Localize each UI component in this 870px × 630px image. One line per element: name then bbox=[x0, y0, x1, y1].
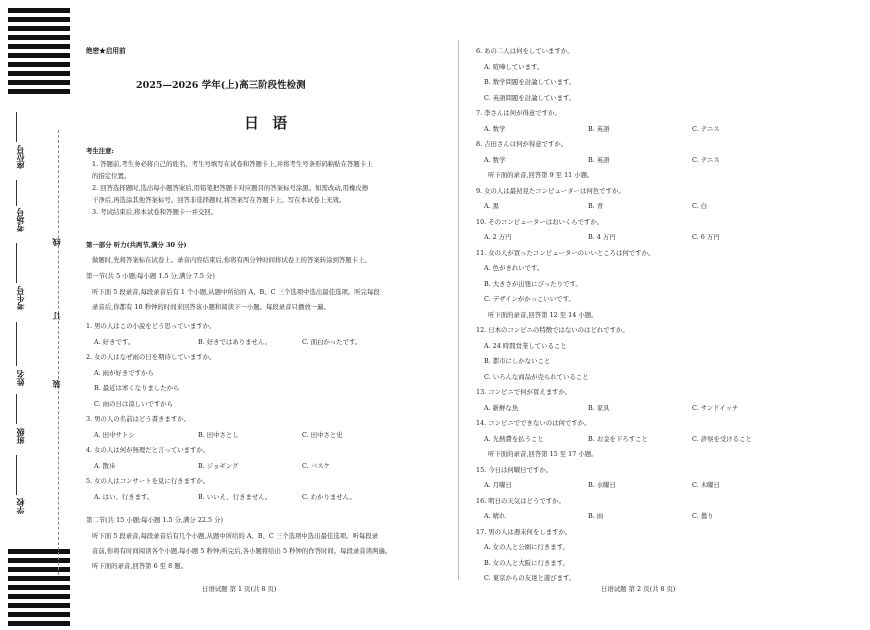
option-c: C. 6 万円 bbox=[692, 233, 720, 241]
bottom-stripes bbox=[8, 549, 70, 630]
part1-title: 第一部分 听力(共两节,满分 30 分) bbox=[86, 241, 187, 249]
option-a: A. はい、行きます。 bbox=[94, 492, 154, 501]
option-a: A. 数学 bbox=[484, 155, 506, 164]
option-b: B. 数学問題を討論しています。 bbox=[484, 78, 576, 86]
option-a: A. 女の人と公園に行きます。 bbox=[484, 543, 569, 551]
question-text: 3. 男の人の名前はどう書きますか。 bbox=[86, 415, 190, 423]
option-c: C. 曇り bbox=[692, 512, 714, 520]
question-text: 14. コンビニでできないのは何ですか。 bbox=[476, 419, 591, 427]
class-field: 班级 bbox=[15, 428, 25, 444]
note-line: 3. 考试结束后,将本试卷和答题卡一并交回。 bbox=[92, 208, 218, 216]
section-instruction: 听下面的录音,回答第 15 至 17 小题。 bbox=[488, 450, 598, 458]
option-c: C. テニス bbox=[692, 155, 720, 164]
section2-title: 第二节(共 15 小题;每小题 1.5 分,满分 22.5 分) bbox=[86, 516, 223, 524]
option-a: A. 新鮮な魚 bbox=[484, 403, 519, 412]
section1-title: 第一节(共 5 小题;每小题 1.5 分,满分 7.5 分) bbox=[86, 272, 215, 280]
seat-number-field: 座位号 bbox=[15, 145, 25, 169]
option-b: B. 水曜日 bbox=[588, 481, 616, 489]
option-c: C. いろんな商品が売られていること bbox=[484, 372, 589, 381]
question-text: 1. 男の人はこの小説をどう思っていますか。 bbox=[86, 322, 216, 330]
note-line: 2. 回答选择题时,选出每小题答案后,用铅笔把答题卡对应题目的答案标号涂黑。如需改动,用橡皮擦 bbox=[92, 184, 369, 192]
student-number-field: 考生号 bbox=[15, 286, 25, 310]
option-a: A. 晴れ bbox=[484, 512, 506, 520]
option-a: A. 色がきれいです。 bbox=[484, 264, 544, 272]
option-c: C. 雨の日は涼しいですから bbox=[94, 399, 174, 408]
option-b: B. 英語 bbox=[588, 155, 610, 164]
top-stripes bbox=[8, 8, 70, 98]
question-text: 8. 吉田さんは何が得意ですか。 bbox=[476, 140, 568, 148]
option-b: B. 好きではありません。 bbox=[198, 337, 272, 346]
section-instruction: 听下面的录音,回答第 9 至 11 小题。 bbox=[488, 171, 594, 179]
exam-title: 2025—2026 学年(上)高三阶段性检测 bbox=[136, 80, 306, 91]
option-b: B. 英語 bbox=[588, 124, 610, 133]
intro-line: 听下面的录音,回答第 6 至 8 题。 bbox=[92, 562, 187, 570]
section-instruction: 听下面的录音,回答第 12 至 14 小题。 bbox=[488, 310, 598, 319]
question-text: 7. 李さんは何が得意ですか。 bbox=[476, 109, 561, 117]
notes-title: 考生注意: bbox=[86, 147, 114, 155]
option-a: A. 散歩 bbox=[94, 461, 116, 470]
note-line: 1. 答题前,考生务必将自己的姓名、考生号填写在试卷和答题卡上,并将考生号条形码粘贴在答题卡上 bbox=[92, 160, 373, 168]
option-b: B. 青 bbox=[588, 202, 604, 210]
option-c: C. テニス bbox=[692, 124, 720, 133]
footer-left: 日语试题 第 1 页(共 8 页) bbox=[202, 585, 277, 593]
cut-mark-line: 线 bbox=[51, 238, 61, 246]
option-a: A. 2 万円 bbox=[484, 233, 512, 241]
footer-right: 日语试题 第 2 页(共 8 页) bbox=[601, 585, 676, 593]
option-c: C. 診察を受けること bbox=[692, 434, 752, 443]
option-b: B. 雨 bbox=[588, 512, 604, 520]
option-b: B. 女の人と大阪に行きます。 bbox=[484, 558, 569, 567]
question-text: 17. 男の人は週末何をしますか。 bbox=[476, 527, 572, 536]
option-c: C. デザインがかっこいいです。 bbox=[484, 295, 575, 303]
note-line: 的指定位置。 bbox=[92, 172, 131, 180]
option-a: A. 24 時間営業していること bbox=[484, 341, 567, 350]
page-divider bbox=[458, 40, 459, 580]
confidential-label: 绝密★启用前 bbox=[86, 47, 126, 55]
cut-line bbox=[58, 130, 59, 575]
subject-title: 日 语 bbox=[244, 114, 292, 132]
question-text: 4. 女の人は何が無理だと言っていますか。 bbox=[86, 446, 210, 454]
option-b: B. 田中さとし bbox=[198, 430, 239, 439]
question-text: 5. 女の人はコンサートを見に行きますか。 bbox=[86, 477, 210, 485]
cut-mark-staple: 订 bbox=[51, 312, 61, 320]
option-c: C. 面白かったです。 bbox=[302, 337, 362, 346]
option-a: A. 光熱費を払うこと bbox=[484, 434, 544, 443]
option-c: C. サンドイッチ bbox=[692, 403, 739, 412]
question-text: 10. そのコンピューターはおいくらですか。 bbox=[476, 217, 604, 226]
intro-line: 音前,你将有时间阅读各个小题,每小题 5 秒钟;听完后,各小题将给出 5 秒钟的作答时间。每段录音读两遍。 bbox=[92, 547, 392, 555]
note-line: 干净后,再选涂其他答案标号。回答非选择题时,将答案写在答题卡上。写在本试卷上无效。 bbox=[92, 196, 346, 204]
question-text: 16. 明日の天気はどうですか。 bbox=[476, 496, 565, 505]
question-text: 9. 女の人は最初見たコンピューターは何色ですか。 bbox=[476, 186, 625, 195]
option-c: C. 木曜日 bbox=[692, 481, 720, 489]
option-c: C. 東京からの友達と遊びます。 bbox=[484, 574, 576, 582]
option-b: B. 大きさが出張にぴったりです。 bbox=[484, 279, 582, 288]
option-a: A. 数学 bbox=[484, 124, 506, 133]
question-text: 12. 日本のコンビニの特徴ではないのはどれですか。 bbox=[476, 326, 629, 334]
name-field: 姓名 bbox=[15, 370, 25, 386]
option-a: A. 雨が好きですから bbox=[94, 368, 154, 377]
option-a: A. 黒 bbox=[484, 202, 500, 210]
exam-room-field: 考场号 bbox=[15, 208, 25, 232]
option-b: B. お金を下ろすこと bbox=[588, 434, 648, 443]
option-c: C. 英語問題を討論しています。 bbox=[484, 93, 576, 102]
option-b: B. いいえ、行きません。 bbox=[198, 492, 272, 501]
option-b: B. 最近は寒くなりましたから bbox=[94, 384, 180, 392]
question-text: 6. あの二人は何をしていますか。 bbox=[476, 47, 574, 55]
intro-line: 听下面 5 段录音,每段录音后有 1 个小题,从题中所给的 A、B、C 三个选项中选出最佳选项。听完每段 bbox=[92, 288, 380, 296]
option-b: B. 都市にしかないこと bbox=[484, 357, 551, 365]
binding-strip bbox=[0, 0, 80, 630]
school-field: 学校 bbox=[15, 498, 25, 514]
cut-mark-bind: 装 bbox=[51, 380, 61, 388]
intro-line: 听下面 5 段录音,每段录音后有几个小题,从题中所给的 A、B、C 三个选项中选出最佳选项。听每段录 bbox=[92, 532, 379, 540]
option-a: A. 好きです。 bbox=[94, 337, 135, 346]
option-a: A. 月曜日 bbox=[484, 481, 512, 489]
option-a: A. 喧嘩しています。 bbox=[484, 62, 544, 71]
option-c: C. バスケ bbox=[302, 461, 330, 470]
option-a: A. 田中サトシ bbox=[94, 430, 135, 439]
question-text: 2. 女の人はなぜ雨の日を期待していますか。 bbox=[86, 353, 216, 361]
option-c: C. わかりません。 bbox=[302, 492, 356, 501]
option-c: C. 白 bbox=[692, 202, 708, 210]
option-b: B. 家具 bbox=[588, 403, 610, 412]
intro-line: 录音后,你都有 10 秒钟的时间来回答该小题和阅读下一小题。每段录音只播放一遍。 bbox=[92, 303, 330, 311]
option-b: B. ジョギング bbox=[198, 461, 239, 470]
option-c: C. 田中さと史 bbox=[302, 430, 343, 439]
question-text: 11. 女の人が買ったコンピューターのいいところは何ですか。 bbox=[476, 248, 655, 257]
question-text: 15. 今日は何曜日ですか。 bbox=[476, 465, 553, 474]
question-text: 13. コンビニで何が買えますか。 bbox=[476, 388, 572, 396]
intro-line: 做题时,先将答案标在试卷上。录音内容结束后,你将有两分钟时间将试卷上的答案转涂到答题卡上。 bbox=[92, 256, 371, 264]
option-b: B. 4 万円 bbox=[588, 233, 616, 241]
